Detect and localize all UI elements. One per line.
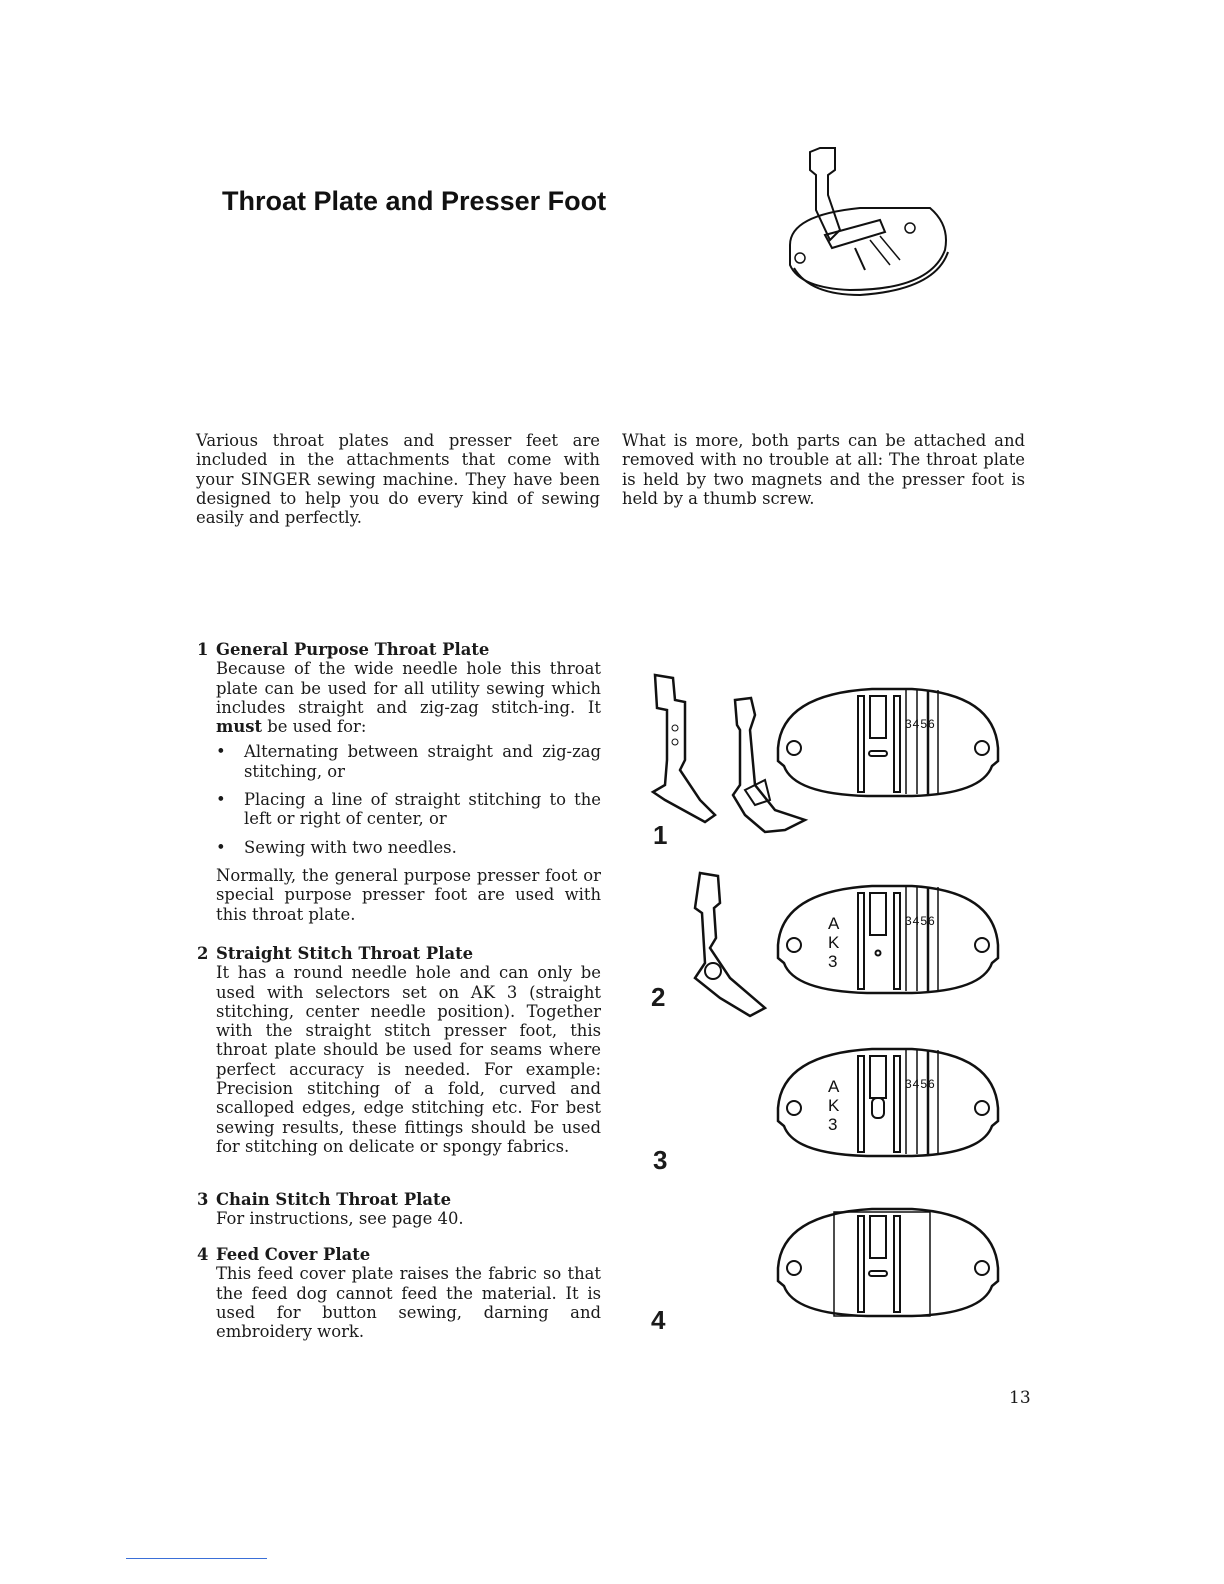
emphasis: must (216, 717, 263, 737)
selector-letter: A (828, 914, 840, 933)
section-number: 3 (197, 1190, 209, 1209)
section-number: 1 (197, 640, 209, 659)
plate-outline (778, 1209, 998, 1316)
page-title: Throat Plate and Presser Foot (222, 186, 607, 216)
feed-slot (858, 696, 864, 792)
section-number: 2 (197, 944, 209, 963)
seam-guide-scale: 3456 (905, 914, 936, 928)
straight-stitch-presser-foot-illustration (680, 868, 780, 1018)
section-chain-stitch-throat-plate (197, 1190, 601, 1235)
feed-slot (858, 1056, 864, 1152)
list-item (216, 838, 601, 857)
throat-plate-straight (772, 883, 1004, 999)
figure-label-3: 3 (653, 1145, 668, 1175)
magnet-hole (787, 1261, 801, 1275)
feed-slot (894, 1056, 900, 1152)
text-part: Because of the wide needle hole this throat plate can be used for all utility sewing which includes straight and zig-zag stitch-ing. It (216, 659, 601, 717)
section-heading-text: Feed Cover Plate (216, 1245, 371, 1264)
section-number: 4 (197, 1245, 209, 1264)
list-item (216, 742, 601, 781)
list-item-text: Alternating between straight and zig-zag stitching, or (244, 742, 601, 781)
cover-panel (834, 1212, 930, 1316)
plate-outline (778, 886, 998, 993)
section-feed-cover-plate (197, 1245, 601, 1347)
bullet-icon: • (216, 742, 226, 762)
selector-letter: A (828, 1077, 840, 1096)
bullet-icon: • (216, 790, 226, 810)
feed-slot (858, 1216, 864, 1312)
feed-slot (894, 1216, 900, 1312)
feed-slot (870, 696, 886, 738)
feed-slot (858, 893, 864, 989)
feed-slot (870, 1216, 886, 1258)
section-text: This feed cover plate raises the fabric so that the feed dog cannot feed the material. It is used for button sewing, darning and embroidery work. (216, 1264, 601, 1342)
magnet-hole (787, 938, 801, 952)
figure-label-4: 4 (651, 1305, 666, 1335)
needle-hole (869, 751, 887, 756)
throat-plate-general (772, 686, 1004, 802)
seam-guide-scale: 3456 (905, 717, 936, 731)
intro-left-paragraph: Various throat plates and presser feet are included in the attachments that come with your SINGER sewing machine. They have been designed to help you do every kind of sewing easily and perfectly. (196, 431, 600, 528)
plate-outline (778, 689, 998, 796)
feed-slot (894, 696, 900, 792)
throat-plate-cover (772, 1206, 1004, 1322)
magnet-hole (787, 1101, 801, 1115)
bullet-icon: • (216, 837, 226, 857)
seam-guide-scale: 3456 (905, 1077, 936, 1091)
list-item (216, 790, 601, 829)
feed-slot (870, 1056, 886, 1098)
magnet-hole (975, 938, 989, 952)
text-part: be used for: (262, 717, 367, 737)
section-heading-text: Chain Stitch Throat Plate (216, 1190, 451, 1209)
selector-letter: K (828, 933, 840, 952)
magnet-hole (975, 741, 989, 755)
needle-hole (869, 1271, 887, 1276)
feed-slot (894, 893, 900, 989)
section-text: Normally, the general purpose presser foot or special purpose presser foot are used with this throat plate. (216, 865, 601, 924)
list-item-text: Placing a line of straight stitching to the left or right of center, or (244, 790, 601, 829)
footer-rule (126, 1558, 267, 1559)
section-heading (197, 640, 601, 659)
section-heading (197, 1190, 601, 1209)
magnet-hole (787, 741, 801, 755)
bullet-list (216, 742, 601, 856)
list-item-text: Sewing with two needles. (244, 837, 457, 857)
section-heading (197, 944, 601, 963)
presser-foot-on-plate-illustration (770, 140, 950, 300)
figure-label-1: 1 (653, 820, 668, 850)
section-text: It has a round needle hole and can only be used with selectors set on AK 3 (straight stitching, center needle position). Together with the straight stitch presser foot, this throat plate should be used for seams where perfect accuracy is needed. For example: Precision stitching of a fold, curved and scalloped edges, edge stitching etc. For best sewing results, these fittings should be used for stitching on delicate or spongy fabrics. (216, 963, 601, 1156)
figure-label-2: 2 (651, 982, 666, 1012)
page-number: 13 (1009, 1388, 1031, 1408)
needle-hole (876, 951, 881, 956)
plate-outline (778, 1049, 998, 1156)
selector-letter: 3 (828, 952, 838, 971)
magnet-hole (975, 1261, 989, 1275)
section-heading (197, 1245, 601, 1264)
magnet-hole (975, 1101, 989, 1115)
section-general-purpose-throat-plate (197, 640, 601, 930)
needle-hole (872, 1098, 884, 1118)
throat-plate-chain (772, 1046, 1004, 1162)
section-text (216, 659, 601, 736)
section-heading-text: Straight Stitch Throat Plate (216, 944, 474, 963)
section-straight-stitch-throat-plate (197, 944, 601, 1162)
section-heading-text: General Purpose Throat Plate (216, 640, 490, 659)
selector-letter: K (828, 1096, 840, 1115)
intro-right-paragraph: What is more, both parts can be attached and removed with no trouble at all: The throat plate is held by two magnets and the presser foot is held by a thumb screw. (622, 431, 1025, 508)
section-text: For instructions, see page 40. (216, 1209, 464, 1229)
feed-slot (870, 893, 886, 935)
selector-letter: 3 (828, 1115, 838, 1134)
